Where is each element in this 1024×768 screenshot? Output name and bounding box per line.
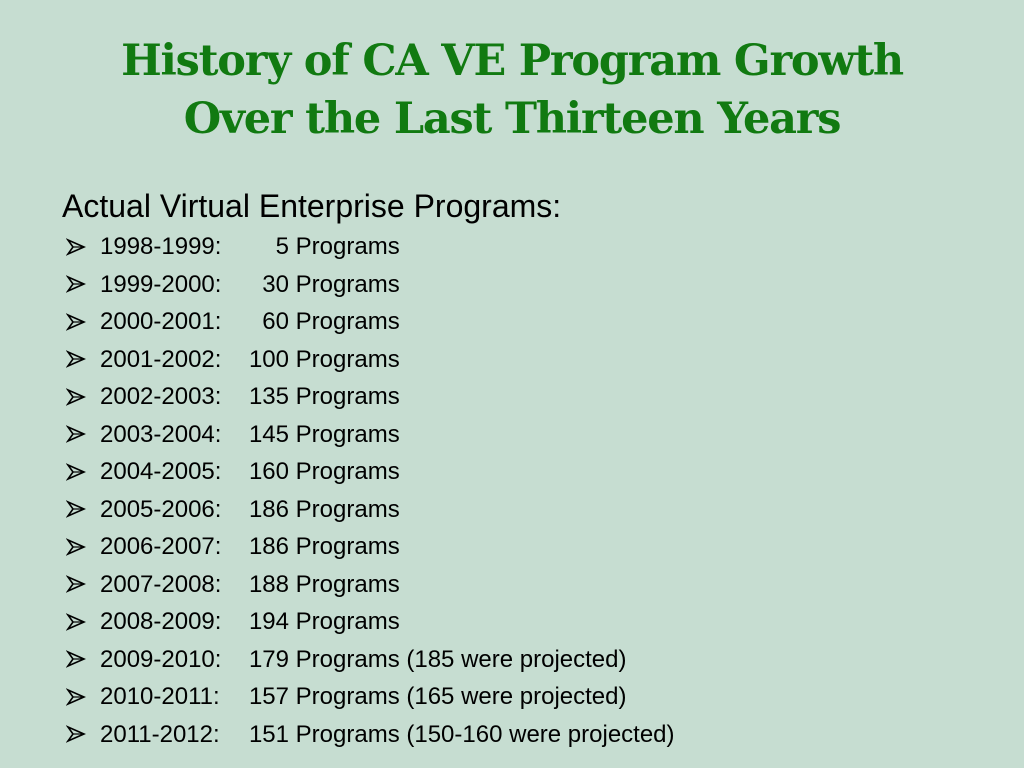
item-years: 1999-2000: bbox=[100, 270, 222, 298]
item-label: Programs bbox=[295, 420, 400, 448]
list-item bbox=[66, 453, 675, 491]
item-years: 2004-2005: bbox=[100, 458, 222, 485]
list-item bbox=[66, 416, 675, 454]
item-count: 100 bbox=[248, 345, 289, 373]
list-item bbox=[66, 641, 675, 679]
arrowhead-bullet-icon bbox=[66, 575, 88, 593]
item-label: Programs bbox=[295, 270, 400, 298]
list-item bbox=[66, 491, 675, 529]
arrowhead-bullet-icon bbox=[66, 538, 88, 556]
item-count: 151 bbox=[248, 720, 289, 748]
item-years: 2000-2001: bbox=[100, 308, 222, 335]
arrowhead-bullet-icon bbox=[66, 650, 88, 668]
item-label: Programs (165 were projected) bbox=[295, 683, 627, 710]
list-item bbox=[66, 678, 675, 716]
title-line-1: History of CA VE Program Growth bbox=[121, 36, 903, 86]
program-list bbox=[66, 228, 675, 753]
item-count: 5 bbox=[275, 233, 289, 260]
title-line-2: Over the Last Thirteen Years bbox=[183, 94, 841, 144]
item-years: 2001-2002: bbox=[100, 345, 222, 373]
section-heading: Actual Virtual Enterprise Programs: bbox=[62, 188, 562, 224]
item-count: 157 bbox=[248, 683, 289, 710]
arrowhead-bullet-icon bbox=[66, 388, 88, 406]
item-years: 2005-2006: bbox=[100, 495, 222, 523]
arrowhead-bullet-icon bbox=[66, 688, 88, 706]
item-count: 145 bbox=[248, 420, 289, 448]
list-item bbox=[66, 228, 675, 266]
arrowhead-bullet-icon bbox=[66, 500, 88, 518]
item-label: Programs bbox=[295, 458, 400, 485]
item-count: 179 bbox=[248, 645, 289, 673]
item-label: Programs bbox=[295, 608, 400, 635]
item-years: 2009-2010: bbox=[100, 645, 222, 673]
item-label: Programs bbox=[295, 495, 400, 523]
list-item bbox=[66, 303, 675, 341]
item-years: 2002-2003: bbox=[100, 383, 222, 410]
arrowhead-bullet-icon bbox=[66, 313, 88, 331]
list-item bbox=[66, 716, 675, 754]
arrowhead-bullet-icon bbox=[66, 275, 88, 293]
item-label: Programs bbox=[295, 345, 400, 373]
item-count: 135 bbox=[248, 383, 289, 410]
item-count: 194 bbox=[248, 608, 289, 635]
item-label: Programs (150-160 were projected) bbox=[295, 720, 675, 748]
item-count: 186 bbox=[248, 495, 289, 523]
arrowhead-bullet-icon bbox=[66, 725, 88, 743]
list-item bbox=[66, 528, 675, 566]
item-label: Programs (185 were projected) bbox=[295, 645, 627, 673]
item-count: 186 bbox=[248, 533, 289, 560]
item-years: 2011-2012: bbox=[100, 720, 220, 748]
arrowhead-bullet-icon bbox=[66, 238, 88, 256]
item-years: 2010-2011: bbox=[100, 683, 220, 710]
list-item bbox=[66, 266, 675, 304]
arrowhead-bullet-icon bbox=[66, 613, 88, 631]
item-count: 188 bbox=[248, 570, 289, 598]
list-item bbox=[66, 341, 675, 379]
item-label: Programs bbox=[295, 308, 400, 335]
item-count: 60 bbox=[262, 308, 289, 335]
list-item bbox=[66, 378, 675, 416]
arrowhead-bullet-icon bbox=[66, 350, 88, 368]
item-years: 2003-2004: bbox=[100, 420, 222, 448]
item-years: 1998-1999: bbox=[100, 233, 222, 260]
slide-title bbox=[40, 32, 984, 148]
item-label: Programs bbox=[295, 533, 400, 560]
item-count: 30 bbox=[262, 270, 289, 298]
item-count: 160 bbox=[248, 458, 289, 485]
item-years: 2007-2008: bbox=[100, 570, 222, 598]
list-item bbox=[66, 566, 675, 604]
item-label: Programs bbox=[295, 383, 400, 410]
arrowhead-bullet-icon bbox=[66, 463, 88, 481]
list-item bbox=[66, 603, 675, 641]
item-years: 2008-2009: bbox=[100, 608, 222, 635]
item-label: Programs bbox=[295, 233, 400, 260]
item-label: Programs bbox=[295, 570, 400, 598]
item-years: 2006-2007: bbox=[100, 533, 222, 560]
arrowhead-bullet-icon bbox=[66, 425, 88, 443]
